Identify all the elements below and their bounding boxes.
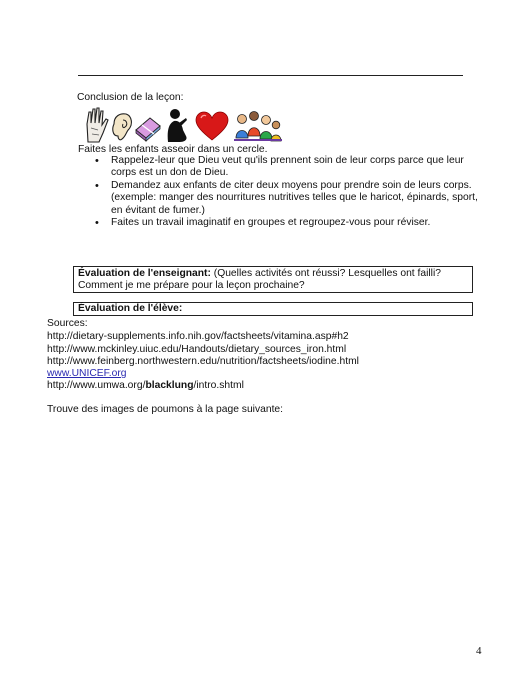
bullet-list: [92, 155, 487, 230]
source-url: http://www.mckinley.uiuc.edu/Handouts/dietary_sources_iron.html: [47, 344, 347, 355]
next-page-note: Trouve des images de poumons à la page suivante:: [47, 404, 284, 415]
conclusion-label: Conclusion de la leçon:: [77, 92, 184, 103]
umwa-url-bold: blacklung: [145, 380, 194, 391]
list-item: • Faites un travail imaginatif en groupes et regroupez-vous pour réviser.: [92, 217, 487, 229]
icon-strip: [84, 106, 284, 144]
heart-icon: [196, 112, 228, 140]
teacher-evaluation-text: (Quelles activités ont réussi? Lesquelles ont failli? Comment je me prépare pour la leçon prochaine?: [78, 268, 441, 292]
hand-icon: [87, 108, 108, 142]
top-rule: [78, 75, 463, 76]
source-url: [47, 380, 244, 392]
sources-label: Sources:: [47, 318, 88, 329]
source-url: http://dietary-supplements.info.nih.gov/factsheets/vitamina.asp#h2: [47, 331, 349, 342]
ear-icon: [113, 114, 132, 140]
unicef-link[interactable]: www.UNICEF.org: [47, 368, 127, 379]
umwa-url-end: /intro.shtml: [193, 380, 244, 391]
source-url: http://www.feinberg.northwestern.edu/nutrition/factsheets/iodine.html: [47, 356, 359, 367]
list-item: • Rappelez-leur que Dieu veut qu'ils prennent soin de leur corps parce que leur corps est un don de Dieu.: [92, 155, 487, 180]
page-number: 4: [476, 645, 482, 657]
teacher-evaluation-label: Évaluation de l'enseignant:: [78, 268, 211, 279]
teacher-evaluation-box: [73, 266, 473, 293]
list-item: • Demandez aux enfants de citer deux moyens pour prendre soin de leurs corps. (exemple: manger des nourritures nutritives telles que le haricot, épinards, sport, en évitant de fumer.): [92, 180, 487, 217]
umwa-url-start: http://www.umwa.org/: [47, 380, 146, 391]
children-group-icon: [234, 112, 282, 142]
intro-text: Faites les enfants asseoir dans un cercle.: [78, 144, 268, 155]
student-evaluation-label: Évaluation de l'élève:: [78, 303, 183, 314]
student-evaluation-box: [73, 302, 473, 316]
eraser-icon: [136, 118, 160, 141]
praying-person-icon: [168, 109, 187, 142]
